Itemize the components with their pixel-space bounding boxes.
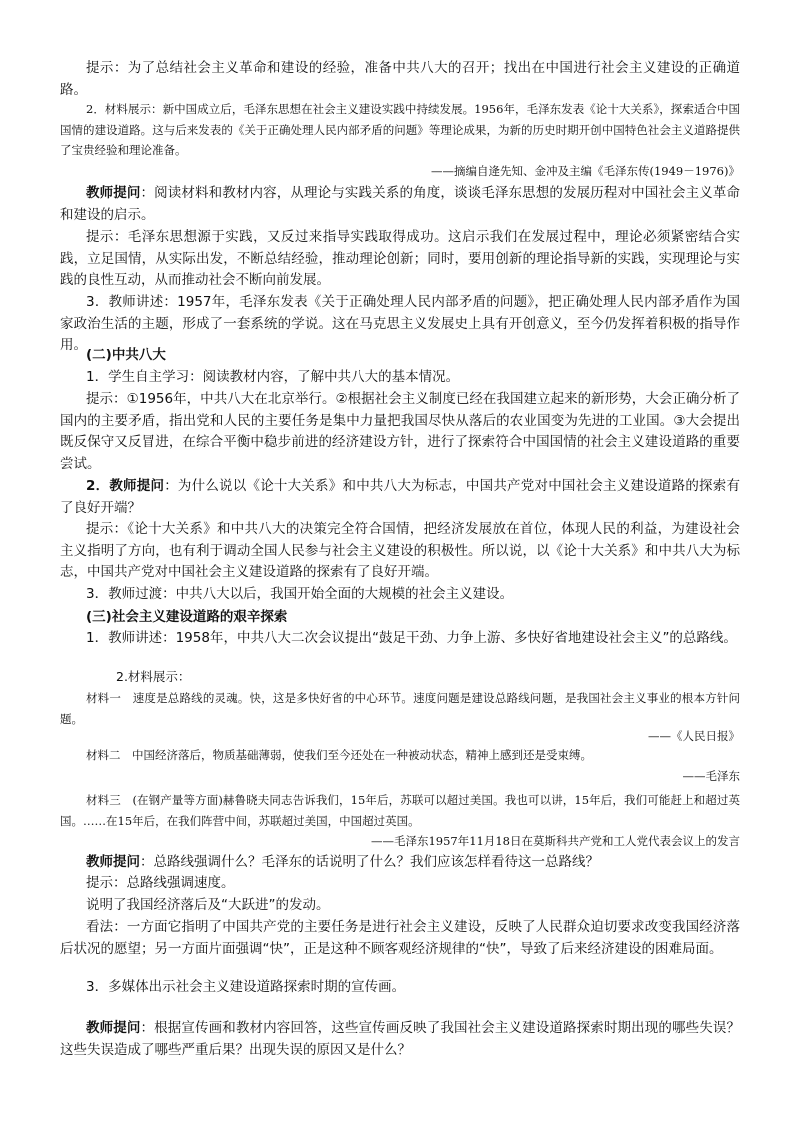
section-heading-2: (二)中共八大 <box>86 347 166 363</box>
material-two: 材料二 中国经济落后，物质基础薄弱，使我们至今还处在一种被动状态，精神上感到还是受束缚。 <box>86 748 592 762</box>
teacher-question-2: 2．教师提问：为什么说以《论十大关系》和中共八大为标志，中国共产党对中国社会主义建设道路的探索有了良好开端？ <box>60 478 740 516</box>
section-heading-3: (三)社会主义建设道路的艰辛探索 <box>86 609 288 625</box>
multimedia-posters: 3．多媒体出示社会主义建设道路探索时期的宣传画。 <box>86 979 406 995</box>
teacher-narration-1958: 1．教师讲述：1958年，中共八大二次会议提出“鼓足干劲、力争上游、多快好省地建设社会主义”的总路线。 <box>86 630 737 646</box>
view-paragraph: 看法：一方面它指明了中国共产党的主要任务是进行社会主义建设，反映了人民群众迫切要求改变我国经济落后状况的愿望；另一方面片面强调“快”，正是这种不顾客观经济规律的“快”，导致了后来经济建设的困难局面。 <box>60 919 740 957</box>
teacher-question-3: 教师提问：总路线强调什么？毛泽东的话说明了什么？我们应该怎样看待这一总路线？ <box>86 854 599 870</box>
student-study-1: 1．学生自主学习：阅读教材内容，了解中共八大的基本情况。 <box>86 369 460 385</box>
material-one-source: ——《人民日报》 <box>648 729 740 743</box>
material-three: 材料三 (在钢产量等方面)赫鲁晓夫同志告诉我们，15年后，苏联可以超过美国。我也可以讲，15年后，我们可能赶上和超过英国。……在15年后，在我们阵营中间，苏联超过美国，中国超过英国。 <box>60 793 740 828</box>
material-paragraph-2: 2．材料展示：新中国成立后，毛泽东思想在社会主义建设实践中持续发展。1956年，毛泽东发表《论十大关系》，探索适合中国国情的建设道路。这与后来发表的《关于正确处理人民内部矛盾的问题》等理论成果，为新的历史时期开创中国特色社会主义道路提供了宝贵经验和理论准备。 <box>60 102 740 157</box>
teacher-question-1: 教师提问：阅读材料和教材内容，从理论与实践关系的角度，谈谈毛泽东思想的发展历程对中国社会主义革命和建设的启示。 <box>60 185 741 223</box>
material-two-source: ——毛泽东 <box>682 769 740 783</box>
hint-speed: 提示：总路线强调速度。 <box>86 875 235 891</box>
hint-paragraph-1: 提示：为了总结社会主义革命和建设的经验，准备中共八大的召开；找出在中国进行社会主义建设的正确道路。 <box>60 60 740 98</box>
hint-paragraph-3: 提示：①1956年，中共八大在北京举行。②根据社会主义制度已经在我国建立起来的新形势，大会正确分析了国内的主要矛盾，指出党和人民的主要任务是集中力量把我国尽快从落后的农业国变为先进的工业国。③大会提出既反保守又反冒进，在综合平衡中稳步前进的经济建设方针，进行了探索符合中国国情的社会主义建设道路的重要尝试。 <box>60 391 740 472</box>
teacher-narration-3: 3．教师讲述：1957年，毛泽东发表《关于正确处理人民内部矛盾的问题》，把正确处理人民内部矛盾作为国家政治生活的主题，形成了一套系统的学说。这在马克思主义发展史上具有开创意义，至今仍发挥着积极的指导作用。 <box>60 294 740 353</box>
material-three-source: ——毛泽东1957年11月18日在莫斯科共产党和工人党代表会议上的发言 <box>370 834 740 848</box>
material-one: 材料一 速度是总路线的灵魂。快，这是多快好省的中心环节。速度问题是建设总路线问题，是我国社会主义事业的根本方针问题。 <box>60 691 740 726</box>
explanation-great-leap: 说明了我国经济落后及“大跃进”的发动。 <box>86 897 330 913</box>
teacher-transition: 3．教师过渡：中共八大以后，我国开始全面的大规模的社会主义建设。 <box>86 586 514 602</box>
material-show-label: 2.材料展示： <box>116 669 191 684</box>
teacher-question-4: 教师提问：根据宣传画和教材内容回答，这些宣传画反映了我国社会主义建设道路探索时期出现的哪些失误？这些失误造成了哪些严重后果？出现失误的原因又是什么？ <box>60 1020 741 1058</box>
hint-paragraph-4: 提示：《论十大关系》和中共八大的决策完全符合国情，把经济发展放在首位，体现人民的利益，为建设社会主义指明了方向，也有利于调动全国人民参与社会主义建设的积极性。所以说，以《论十大关系》和中共八大为标志，中国共产党对中国社会主义建设道路的探索有了良好开端。 <box>60 521 740 580</box>
material-source: ——摘编自逄先知、金冲及主编《毛泽东传(1949－1976)》 <box>430 164 740 178</box>
hint-paragraph-2: 提示：毛泽东思想源于实践，又反过来指导实践取得成功。这启示我们在发展过程中，理论必须紧密结合实践，立足国情，从实际出发，不断总结经验，推动理论创新；同时，要用创新的理论指导新的实践，实现理论与实践的良性互动，从而推动社会不断向前发展。 <box>60 229 740 288</box>
